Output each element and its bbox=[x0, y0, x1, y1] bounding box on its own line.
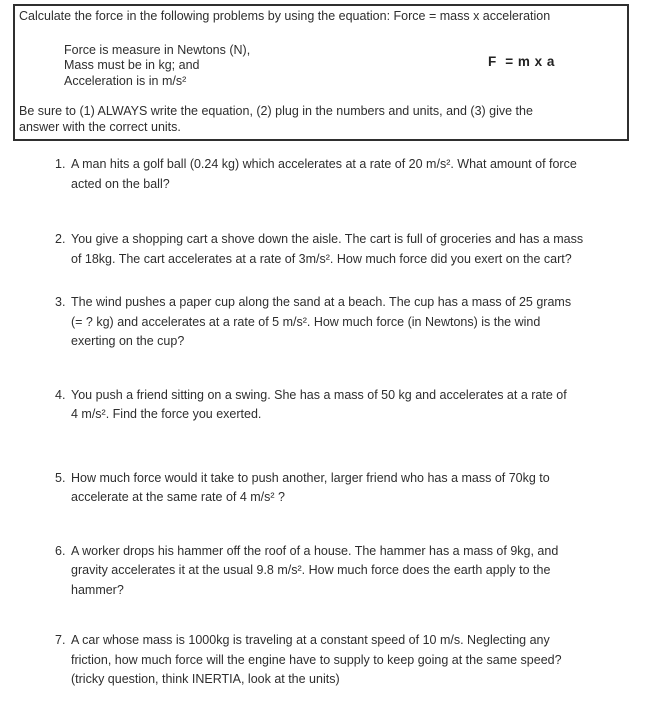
problem-2-line-2: of 18kg. The cart accelerates at a rate of 3m/s². How much force did you exert on the cart? bbox=[71, 251, 572, 266]
problem-4-line-2: 4 m/s². Find the force you exerted. bbox=[71, 407, 262, 421]
problem-6-line-3: hammer? bbox=[71, 582, 124, 597]
problem-1 bbox=[0, 155, 660, 194]
problem-1-line-2: acted on the ball? bbox=[71, 176, 170, 191]
problem-7-line-3: (tricky question, think INERTIA, look at the units) bbox=[71, 672, 340, 686]
problem-4-line-1: You push a friend sitting on a swing. She has a mass of 50 kg and accelerates at a rate of bbox=[71, 387, 567, 402]
instructions-note bbox=[19, 104, 621, 135]
problem-6 bbox=[0, 542, 660, 601]
problem-3-line-2: (= ? kg) and accelerates at a rate of 5 m/s². How much force (in Newtons) is the wind bbox=[71, 314, 541, 329]
problem-6-number: 6. bbox=[55, 543, 66, 558]
problem-2-number: 2. bbox=[55, 232, 66, 246]
problem-3-text bbox=[71, 293, 571, 352]
problem-2-text bbox=[71, 230, 583, 269]
problem-1-number: 1. bbox=[55, 157, 66, 171]
problem-list bbox=[0, 155, 660, 690]
problem-5-number: 5. bbox=[55, 470, 66, 485]
problem-5 bbox=[0, 469, 660, 508]
problem-2 bbox=[0, 230, 660, 269]
definition-force: Force is measure in Newtons (N), bbox=[64, 42, 251, 57]
problem-3-line-3: exerting on the cup? bbox=[71, 334, 185, 348]
problem-3 bbox=[0, 293, 660, 352]
definition-acceleration: Acceleration is in m/s² bbox=[64, 73, 187, 88]
instructions-box bbox=[13, 4, 629, 141]
problem-7 bbox=[0, 631, 660, 690]
problem-4-text bbox=[71, 386, 567, 425]
problem-7-text bbox=[71, 631, 562, 690]
definition-mass: Mass must be in kg; and bbox=[64, 58, 200, 72]
note-line-2: answer with the correct units. bbox=[19, 119, 181, 134]
problem-7-number: 7. bbox=[55, 633, 66, 647]
problem-6-line-2: gravity accelerates it at the usual 9.8 m/s². How much force does the earth apply to the bbox=[71, 563, 551, 577]
problem-5-line-2: accelerate at the same rate of 4 m/s² ? bbox=[71, 490, 285, 504]
problem-3-line-1: The wind pushes a paper cup along the sand at a beach. The cup has a mass of 25 grams bbox=[71, 295, 572, 309]
problem-7-line-2: friction, how much force will the engine have to supply to keep going at the same speed? bbox=[71, 652, 562, 667]
problem-1-text bbox=[71, 155, 577, 194]
force-equation: F = m x a bbox=[488, 54, 555, 69]
problem-4 bbox=[0, 386, 660, 425]
problem-6-line-1: A worker drops his hammer off the roof of a house. The hammer has a mass of 9kg, and bbox=[71, 543, 559, 558]
problem-6-text bbox=[71, 542, 558, 601]
problem-4-number: 4. bbox=[55, 387, 66, 402]
problem-5-text bbox=[71, 469, 550, 508]
problem-3-number: 3. bbox=[55, 295, 66, 309]
problem-1-line-1: A man hits a golf ball (0.24 kg) which accelerates at a rate of 20 m/s². What amount of force bbox=[71, 157, 577, 171]
note-line-1: Be sure to (1) ALWAYS write the equation, (2) plug in the numbers and units, and (3) give the bbox=[19, 104, 533, 118]
problem-5-line-1: How much force would it take to push another, larger friend who has a mass of 70kg to bbox=[71, 470, 550, 485]
problem-2-line-1: You give a shopping cart a shove down the aisle. The cart is full of groceries and has a mass bbox=[71, 232, 584, 246]
problem-7-line-1: A car whose mass is 1000kg is traveling at a constant speed of 10 m/s. Neglecting any bbox=[71, 633, 550, 647]
intro-line: Calculate the force in the following problems by using the equation: Force = mass x acceleration bbox=[19, 9, 551, 23]
